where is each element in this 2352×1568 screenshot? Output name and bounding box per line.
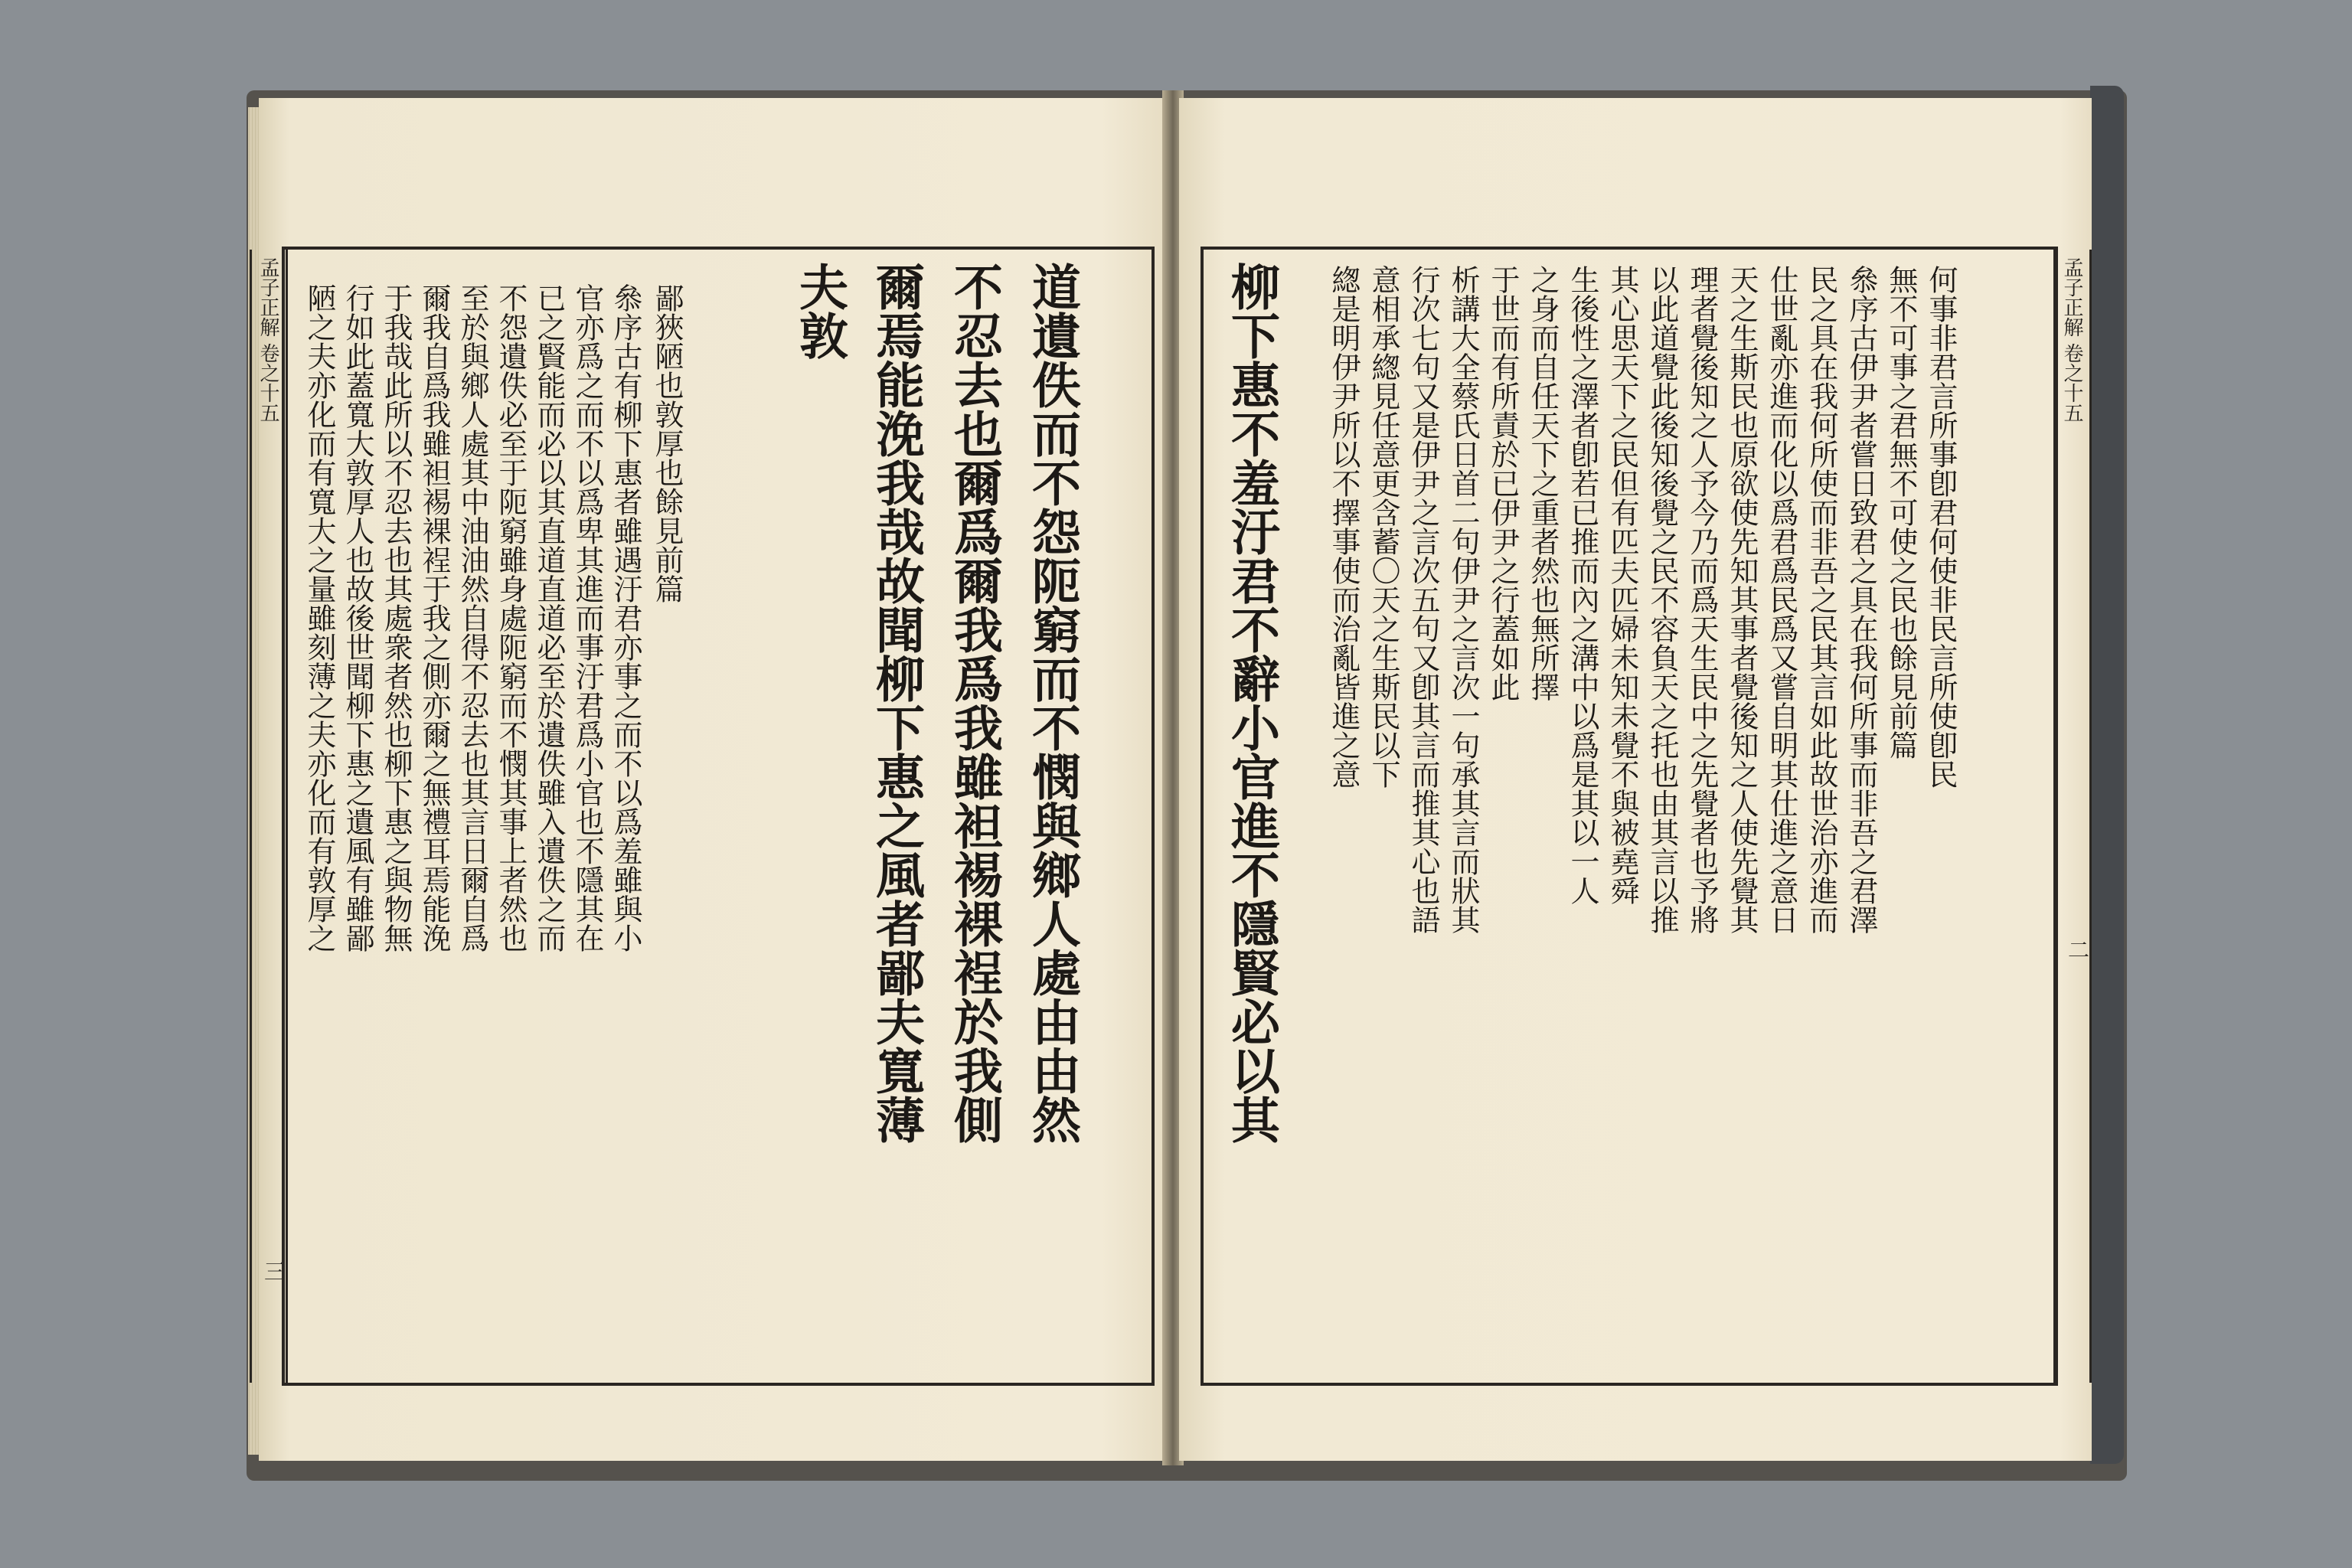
right-small-col-8: 其心思天下之民但有匹夫匹婦未知未覺不與被堯舜	[1606, 265, 1639, 905]
book-cover-edge	[2090, 86, 2124, 1464]
left-large-col-1: 夫敦	[791, 262, 848, 360]
right-small-col-13: 民之具在我何所使而非吾之民其言如此故世治亦進而	[1805, 265, 1838, 934]
right-small-col-3: 行次七句又是伊尹之言次五句又卽其言而推其心也語	[1406, 265, 1440, 934]
left-small-col-9: 叅序古有柳下惠者雖遇汙君亦事之而不以爲羞雖與小	[609, 283, 642, 952]
right-small-col-9: 以此道覺此後知後覺之民不容負天之托也由其言以推	[1645, 265, 1679, 934]
right-small-col-5: 于世而有所責於已伊尹之行蓋如此	[1486, 265, 1520, 701]
right-margin-title: 孟子正解 卷之十五	[2060, 257, 2083, 423]
left-text-frame	[282, 247, 1155, 1386]
left-small-col-1: 陋之夫亦化而有寬大之量雖刻薄之夫亦化而有敦厚之	[302, 283, 336, 952]
right-small-col-7: 生後性之澤者卽若已推而內之溝中以爲是其以一人	[1566, 265, 1599, 905]
right-margin-strip	[2053, 250, 2092, 1383]
left-small-col-10: 鄙狹陋也敦厚也餘見前篇	[650, 283, 684, 603]
left-large-col-2: 爾焉能浼我哉故聞柳下惠之風者鄙夫寬薄	[867, 262, 925, 1144]
right-small-col-2: 意相承緫見任意更含蓄〇天之生斯民以下	[1367, 265, 1400, 789]
left-small-col-4: 爾我自爲我雖袒裼裸裎于我之側亦爾之無禮耳焉能浼	[417, 283, 451, 952]
left-small-col-7: 已之賢能而必以其直道直道必至於遺佚雖入遺佚之而	[532, 283, 566, 952]
right-small-col-14: 叅序古伊尹者嘗日致君之具在我何所事而非吾之君澤	[1844, 265, 1878, 934]
right-small-col-4: 析講大全蔡氏日首二句伊尹之言次一句承其言而狀其	[1446, 265, 1480, 934]
right-large-col-1: 柳下惠不羞汙君不辭小官進不隱賢必以其	[1223, 262, 1280, 1144]
right-text-frame	[1200, 247, 2058, 1386]
right-small-col-6: 之身而自任天下之重者然也無所擇	[1526, 265, 1560, 701]
right-small-col-10: 理者覺後知之人予今乃而爲天生民中之先覺者也予將	[1685, 265, 1719, 934]
left-small-col-5: 至於與鄉人處其中油油然自得不忍去也其言日爾自爲	[456, 283, 489, 952]
left-page-number: 三	[261, 1260, 286, 1282]
left-small-col-2: 行如此蓋寬大敦厚人也故後世聞柳下惠之遺風有雖鄙	[341, 283, 374, 952]
right-small-col-1: 緫是明伊尹所以不擇事使而治亂皆進之意	[1327, 265, 1361, 789]
right-small-col-15: 無不可事之君無不可使之民也餘見前篇	[1884, 265, 1918, 760]
left-large-col-4: 道遺佚而不怨阨窮而不憫與鄉人處由由然	[1024, 262, 1081, 1144]
right-small-col-16: 何事非君言所事卽君何使非民言所使卽民	[1924, 265, 1958, 789]
right-small-col-12: 仕世亂亦進而化以爲君爲民爲又嘗自明其仕進之意日	[1765, 265, 1798, 934]
right-small-col-11: 天之生斯民也原欲使先知其事者覺後知之人使先覺其	[1725, 265, 1759, 934]
left-large-col-3: 不忍去也爾爲爾我爲我雖袒裼裸裎於我側	[946, 262, 1003, 1144]
right-page-number: 二	[2065, 939, 2090, 960]
left-margin-title: 孟子正解 卷之十五	[256, 257, 279, 423]
left-small-col-3: 于我哉此所以不忍去也其處衆者然也柳下惠之與物無	[379, 283, 413, 952]
left-small-col-8: 官亦爲之而不以爲卑其進而事汙君爲小官也不隱其在	[570, 283, 604, 952]
left-small-col-6: 不怨遺佚必至于阨窮雖身處阨窮而不憫其事上者然也	[494, 283, 528, 952]
